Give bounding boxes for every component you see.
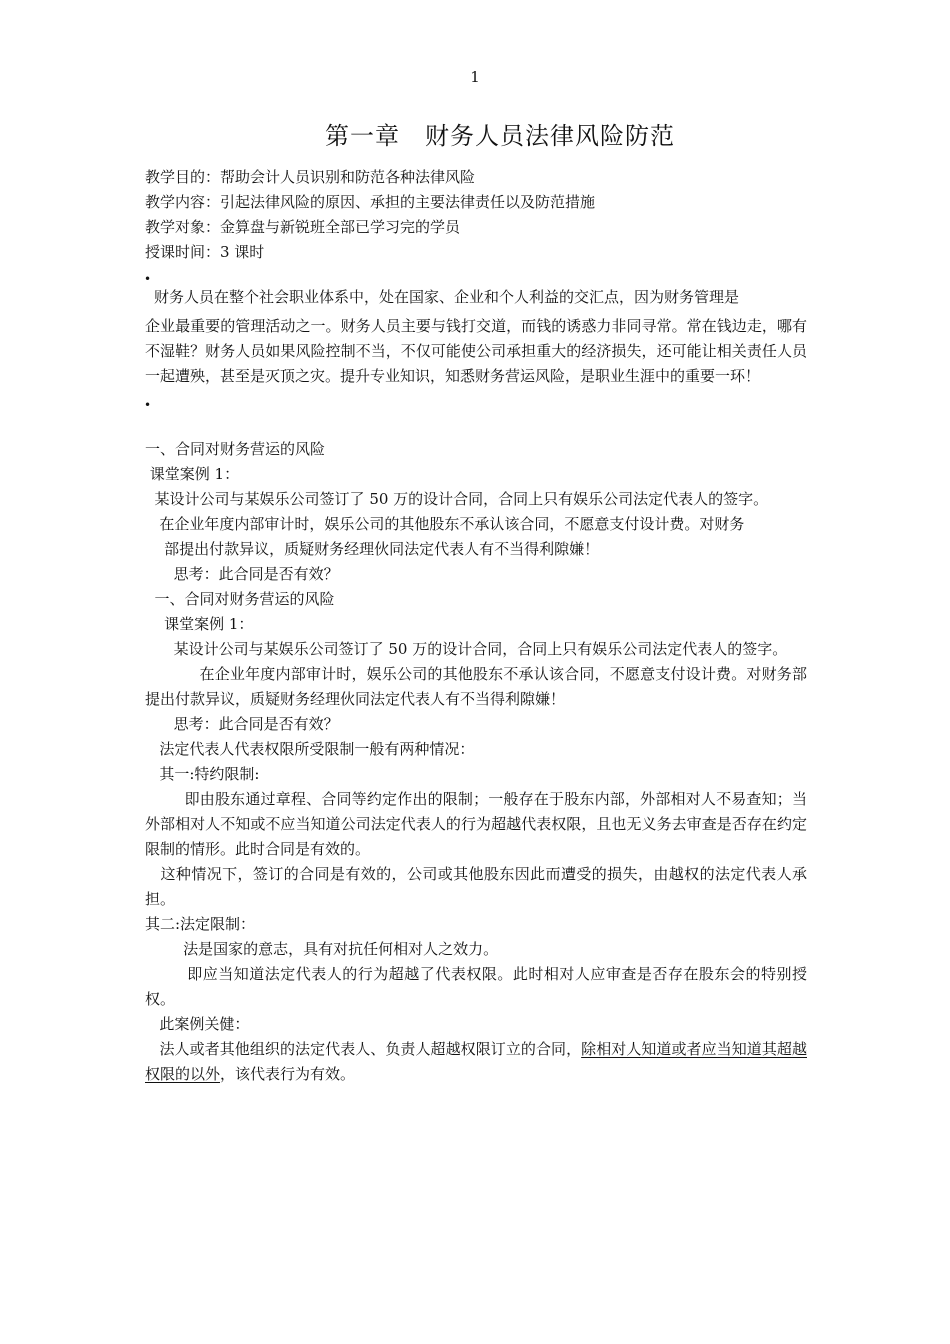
section2-case-label: 课堂案例 1：: [145, 615, 254, 633]
teaching-time: 授课时间：3 课时: [145, 243, 265, 261]
first-limit-text: 即由股东通过章程、合同等约定作出的限制；一般存在于股东内部，外部相对人不易查知；当外部相对人不知或不应当知道公司法定代表人的行为超越代表权限，且也无义务去审查是否存在约定限制的情形。此时合同是有效的。: [145, 790, 807, 858]
key-point-pre: 法人或者其他组织的法定代表人、负责人超越权限订立的合同，: [145, 1040, 582, 1058]
teaching-purpose: 教学目的：帮助会计人员识别和防范各种法律风险: [145, 168, 476, 186]
section1-heading: 一、合同对财务营运的风险: [145, 440, 326, 458]
key-point-underlined: 除相对人知道或者应当知道其超越权限的以外: [145, 1040, 807, 1083]
page-number: 1: [470, 68, 480, 86]
intro-paragraph: 企业最重要的管理活动之一。财务人员主要与钱打交道，而钱的诱惑力非同寻常。常在钱边走，哪有不湿鞋？财务人员如果风险控制不当，不仅可能使公司承担重大的经济损失，还可能让相关责任人员一起遭殃，甚至是灭顶之灾。提升专业知识，知悉财务营运风险，是职业生涯中的重要一环！: [145, 317, 807, 385]
section2-case-paragraph-1: 某设计公司与某娱乐公司签订了 50 万的设计合同，合同上只有娱乐公司法定代表人的签字。: [145, 640, 788, 658]
second-limit-text-2: 即应当知道法定代表人的行为超越了代表权限。此时相对人应审查是否存在股东会的特别授权。: [145, 965, 807, 1008]
chapter-title: 第一章 财务人员法律风险防范: [325, 122, 675, 150]
teaching-audience: 教学对象：金算盘与新锐班全部已学习完的学员: [145, 218, 461, 236]
bullet-1: •: [144, 272, 152, 286]
document-body: [145, 165, 807, 1087]
key-point-post: ，该代表行为有效。: [220, 1065, 356, 1083]
intro-first-line: 财务人员在整个社会职业体系中，处在国家、企业和个人利益的交汇点，因为财务管理是: [154, 288, 740, 306]
first-limit-label: 其一:特约限制:: [145, 765, 260, 783]
section2-heading: 一、合同对财务营运的风险: [145, 590, 335, 608]
section1-think: 思考：此合同是否有效？: [145, 565, 339, 583]
section2-think: 思考：此合同是否有效？: [145, 715, 339, 733]
second-limit-text-1: 法是国家的意志，具有对抗任何相对人之效力。: [145, 940, 499, 958]
section1-case-label: 课堂案例 1：: [145, 465, 240, 483]
section1-case-paragraph-1: 某设计公司与某娱乐公司签订了 50 万的设计合同，合同上只有娱乐公司法定代表人的签字。: [145, 490, 769, 508]
key-point-label: 此案例关健：: [145, 1015, 250, 1033]
first-limit-result: 这种情况下，签订的合同是有效的，公司或其他股东因此而遭受的损失，由越权的法定代表人承担。: [145, 865, 807, 908]
bullet-2: •: [144, 398, 152, 412]
key-point-paragraph: [145, 1037, 807, 1087]
section1-case-paragraph-2: 在企业年度内部审计时，娱乐公司的其他股东不承认该合同，不愿意支付设计费。对财务 部提出付款异议，质疑财务经理伙同法定代表人有不当得利隙嫌！: [159, 515, 745, 558]
second-limit-label: 其二:法定限制：: [145, 915, 256, 933]
section2-case-paragraph-2: 在企业年度内部审计时，娱乐公司的其他股东不承认该合同，不愿意支付设计费。对财务部提出付款异议，质疑财务经理伙同法定代表人有不当得利隙嫌！: [145, 665, 807, 708]
limit-intro: 法定代表人代表权限所受限制一般有两种情况：: [145, 740, 475, 758]
teaching-content: 教学内容：引起法律风险的原因、承担的主要法律责任以及防范措施: [145, 193, 596, 211]
